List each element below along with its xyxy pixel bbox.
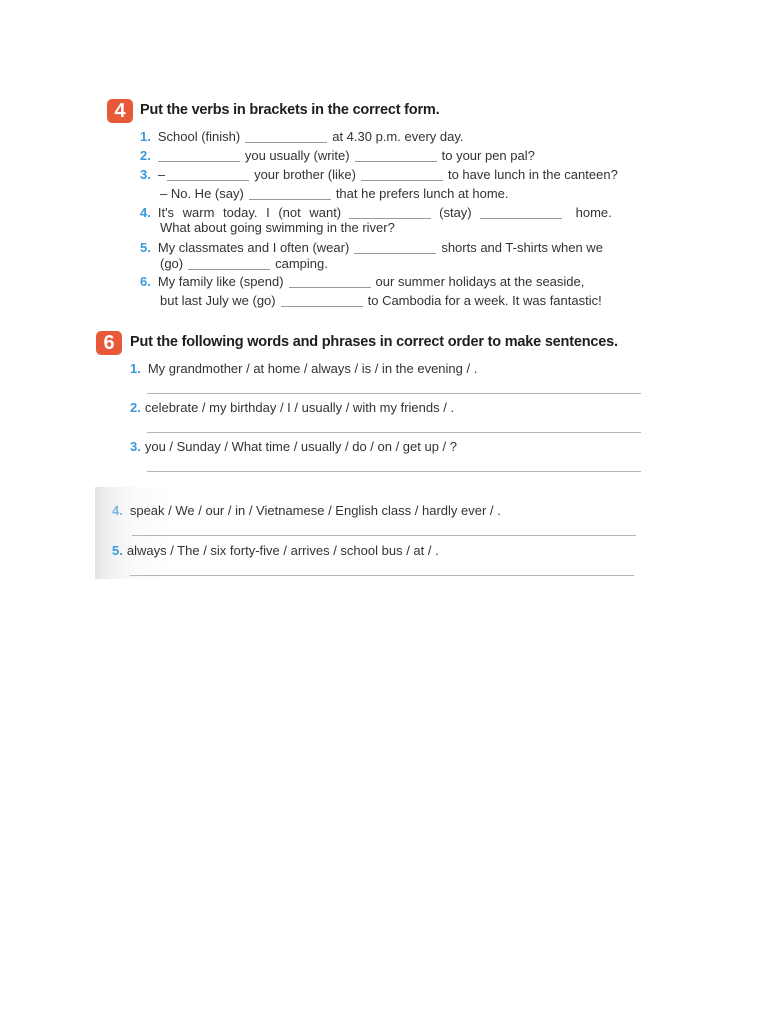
item-text: that he prefers lunch at home. xyxy=(335,186,509,201)
answer-blank[interactable] xyxy=(355,160,437,162)
item-text: My family like (spend) xyxy=(157,274,284,289)
item-text: our summer holidays at the seaside, xyxy=(375,274,585,289)
item-text: (stay) xyxy=(439,205,472,220)
item-text: speak / We / our / in / Vietnamese / English class / hardly ever / . xyxy=(129,503,501,518)
item-number: 3. xyxy=(130,439,141,454)
item-text: My classmates and I often (wear) xyxy=(157,240,350,255)
answer-blank[interactable] xyxy=(289,286,371,288)
ex4-item-3 xyxy=(140,166,618,183)
item-text: to Cambodia for a week. It was fantastic! xyxy=(367,293,602,308)
answer-line[interactable] xyxy=(132,535,636,536)
item-text: your brother (like) xyxy=(254,167,356,182)
ex4-item-5-cont xyxy=(160,255,328,272)
ex6-item-5 xyxy=(112,542,439,559)
exercise-4-badge: 4 xyxy=(107,99,133,123)
ex4-item-6 xyxy=(140,273,584,290)
answer-line[interactable] xyxy=(147,393,641,394)
item-text: you / Sunday / What time / usually / do / on / get up / ? xyxy=(144,439,458,454)
item-text: School (finish) xyxy=(157,129,241,144)
item-text: home. xyxy=(575,205,612,220)
item-text: camping. xyxy=(275,256,328,271)
item-number: 3. xyxy=(140,167,151,182)
item-number: 5. xyxy=(112,543,123,558)
item-text: What about going swimming in the river? xyxy=(160,220,395,235)
ex6-item-3 xyxy=(130,438,457,455)
item-text: – No. He (say) xyxy=(160,186,244,201)
ex6-item-1 xyxy=(130,360,477,377)
item-number: 4. xyxy=(140,205,151,220)
answer-blank[interactable] xyxy=(158,160,240,162)
item-number: 4. xyxy=(112,503,123,518)
item-text: It's warm today. I (not want) xyxy=(157,205,342,220)
ex4-item-3-reply xyxy=(160,185,509,202)
ex4-item-1 xyxy=(140,128,464,145)
item-text: shorts and T-shirts when we xyxy=(441,240,603,255)
ex4-item-4-cont xyxy=(160,219,395,236)
item-text: to have lunch in the canteen? xyxy=(447,167,618,182)
answer-blank[interactable] xyxy=(245,141,327,143)
exercise-4-title: Put the verbs in brackets in the correct form. xyxy=(140,102,440,118)
exercise-6-badge: 6 xyxy=(96,331,122,355)
item-text: My grandmother / at home / always / is / in the evening / . xyxy=(147,361,478,376)
item-text: always / The / six forty-five / arrives / school bus / at / . xyxy=(126,543,439,558)
ex4-item-2 xyxy=(140,147,535,164)
answer-line[interactable] xyxy=(130,575,634,576)
answer-blank[interactable] xyxy=(281,305,363,307)
answer-blank[interactable] xyxy=(480,217,562,219)
item-text: – xyxy=(157,167,166,182)
item-number: 5. xyxy=(140,240,151,255)
item-text: (go) xyxy=(160,256,184,271)
answer-blank[interactable] xyxy=(361,179,443,181)
exercise-6-title: Put the following words and phrases in correct order to make sentences. xyxy=(130,334,618,350)
ex4-item-6-cont xyxy=(160,292,602,309)
ex6-item-2 xyxy=(130,399,454,416)
item-number: 2. xyxy=(130,400,141,415)
scan-shadow xyxy=(95,487,655,579)
answer-line[interactable] xyxy=(147,432,641,433)
answer-blank[interactable] xyxy=(249,198,331,200)
item-number: 2. xyxy=(140,148,151,163)
item-number: 1. xyxy=(130,361,141,376)
item-text: to your pen pal? xyxy=(441,148,535,163)
item-number: 6. xyxy=(140,274,151,289)
item-text: you usually (write) xyxy=(244,148,350,163)
item-text: celebrate / my birthday / I / usually / with my friends / . xyxy=(144,400,455,415)
ex4-item-5 xyxy=(140,239,603,256)
answer-line[interactable] xyxy=(147,471,641,472)
ex6-item-4 xyxy=(112,502,501,519)
answer-blank[interactable] xyxy=(188,268,270,270)
answer-blank[interactable] xyxy=(354,252,436,254)
item-text: at 4.30 p.m. every day. xyxy=(332,129,464,144)
answer-blank[interactable] xyxy=(167,179,249,181)
item-text: but last July we (go) xyxy=(160,293,276,308)
item-number: 1. xyxy=(140,129,151,144)
